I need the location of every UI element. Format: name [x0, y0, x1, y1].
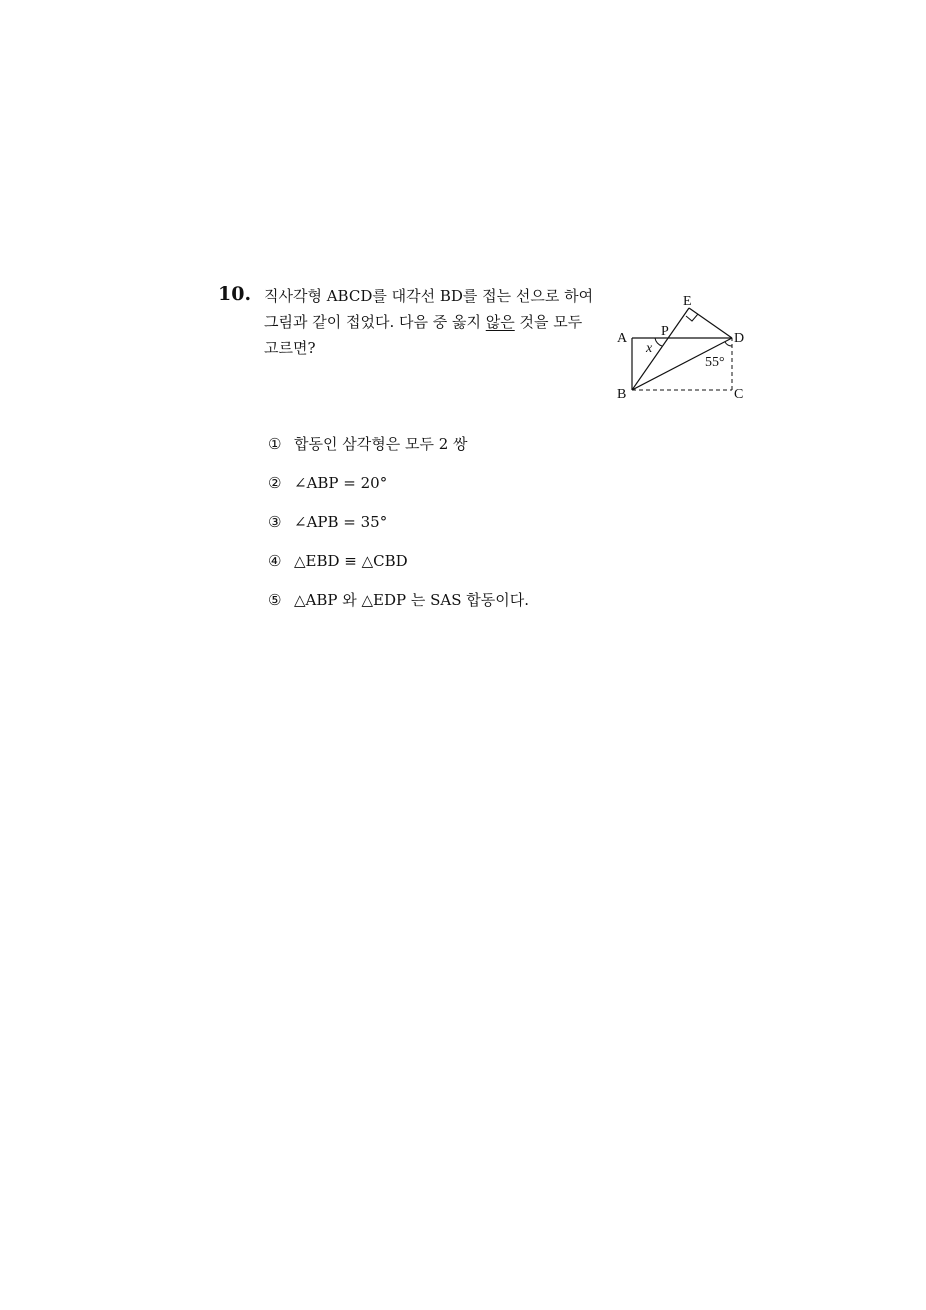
emphasis-underlined: 않은 [485, 313, 515, 331]
label-P: P [661, 324, 669, 339]
question-text [264, 283, 609, 361]
folded-rectangle-figure [610, 288, 760, 406]
angle-arc-x [655, 338, 662, 346]
choice-5-number: ⑤ [268, 591, 282, 609]
choice-3-number: ③ [268, 513, 282, 531]
choice-2[interactable] [268, 471, 529, 510]
angle-arc-55 [725, 342, 732, 346]
question-line-1: 직사각형 ABCD를 대각선 BD를 접는 선으로 하여 [264, 287, 594, 305]
choice-4-text: △EBD ≡ △CBD [294, 552, 408, 570]
choice-4[interactable] [268, 549, 529, 588]
choice-3[interactable] [268, 510, 529, 549]
segment-BE [632, 308, 689, 390]
question-number: 10. [218, 283, 252, 305]
question-line-3: 고르면? [264, 339, 316, 357]
label-D: D [734, 331, 745, 346]
choice-4-number: ④ [268, 552, 282, 570]
choice-2-number: ② [268, 474, 282, 492]
label-B: B [617, 387, 627, 402]
choice-1-number: ① [268, 435, 282, 453]
answer-choices [268, 432, 529, 627]
question-line-2-start: 그림과 같이 접었다. 다음 중 옳지 [264, 313, 486, 331]
choice-5[interactable] [268, 588, 529, 627]
label-A: A [617, 331, 628, 346]
choice-5-text: △ABP 와 △EDP 는 SAS 합동이다. [294, 591, 530, 609]
right-angle-mark-E [686, 314, 698, 321]
label-C: C [734, 387, 744, 402]
figure-svg [610, 288, 760, 406]
question-line-2 [264, 309, 609, 335]
segment-ED [689, 308, 732, 338]
label-angle-55: 55° [705, 355, 725, 370]
choice-1[interactable] [268, 432, 529, 471]
choice-2-text: ∠ABP = 20° [294, 474, 388, 492]
label-x: x [646, 341, 653, 356]
choice-1-text: 합동인 삼각형은 모두 2 쌍 [294, 435, 468, 453]
label-E: E [683, 294, 692, 309]
choice-3-text: ∠APB = 35° [294, 513, 388, 531]
question-line-2-end: 것을 모두 [514, 313, 583, 331]
